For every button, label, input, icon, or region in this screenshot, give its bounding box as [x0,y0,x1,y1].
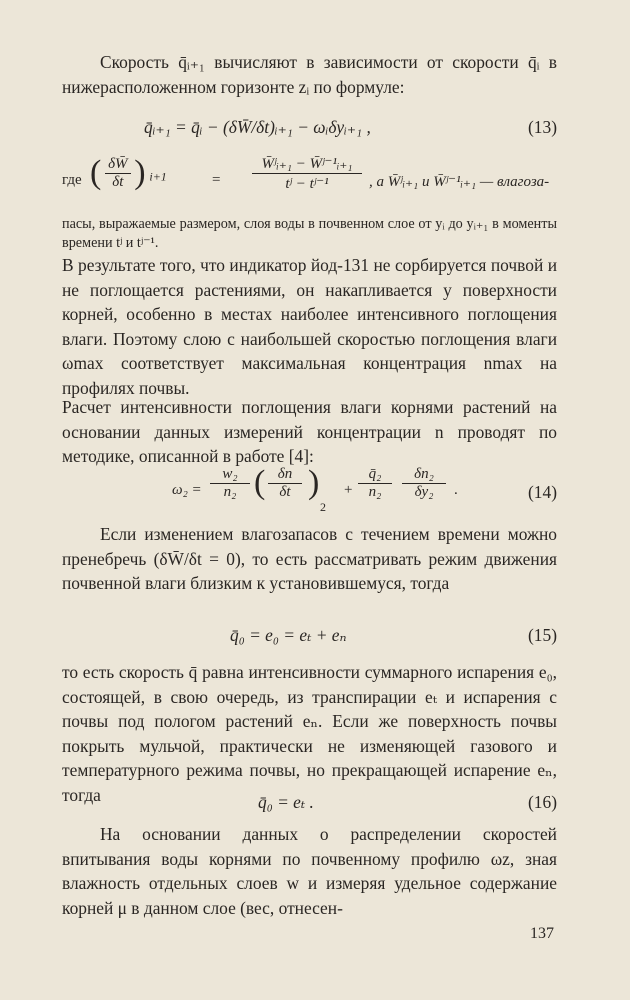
paragraph-method: Расчет интенсивности поглощения влаги корнями растений на основании данных измерений концентрации n проводят по методике, описанной в работе [4]: [62,397,557,466]
eq14-fraction-4 [402,466,446,501]
eq14-f4-den: δy₂ [414,484,434,500]
where-word: где [62,172,82,188]
where-left-denominator: δt [112,173,124,190]
paragraph-steady-state: Если изменением влагозапасов с течением времени можно пренебречь (δW̄/δt = 0), то есть рассматривать режим движения почвенной влаги близким к установившемуся, тогда [62,524,557,593]
equation-16-body: q̄₀ = eₜ . [258,792,314,812]
eq14-f4-num: δn₂ [402,466,446,484]
where-right-numerator: W̄ʲᵢ₊₁ − W̄ʲ⁻¹ᵢ₊₁ [252,154,362,174]
equation-13-body: q̄ᵢ₊₁ = q̄ᵢ − (δW̄/δt)ᵢ₊₁ − ωᵢδyᵢ₊₁ , [144,117,371,137]
equation-16 [62,792,557,822]
where-left-subscript: i+1 [149,169,167,184]
eq14-f2-num: δn [268,466,302,484]
equation-14-number: (14) [528,482,557,502]
eq14-f1-num: w₂ [210,466,250,484]
left-paren: ( [90,154,102,191]
paragraph-indicator: В результате того, что индикатор йод-131 не сорбируется почвой и не поглощается растениями, он накапливается у поверхности корней, особенно в местах наиболее интенсивного поглощения влаги. Поэтому слою с наибольшей скоростью поглощения влаги ωmax соответствует максимальная концентрация nmax на профилях почвы. [62,255,557,398]
eq14-f1-den: n₂ [223,484,237,500]
paragraph-intro: Скорость q̄ᵢ₊₁ вычисляют в зависимости от скорости q̄ᵢ в нижерасположенном горизонте zᵢ по формуле: [62,52,557,97]
where-left-fraction [105,156,130,191]
equation-14 [62,460,557,522]
eq14-left-paren: ( [254,464,266,501]
equation-15 [62,625,557,655]
equation-15-body: q̄₀ = e₀ = eₜ + eₙ [230,625,347,645]
equation-13 [62,117,557,147]
paragraph-roots: На основании данных о распределении скоростей впитывания воды корнями по почвенному профилю ωz, зная влажность отдельных слоев w и измеряя удельное содержание корней μ в данном слое (вес, отнесен- [62,824,557,918]
eq14-f2-den: δt [279,484,291,500]
eq14-f3-num: q̄₂ [358,466,392,484]
equation-15-number: (15) [528,625,557,645]
eq14-fraction-1 [210,466,250,501]
eq14-f3-den: n₂ [368,484,382,500]
page-number: 137 [530,925,554,942]
paragraph-small: пасы, выражаемые размером, слоя воды в почвенном слое от yᵢ до yᵢ₊₁ в моменты времени tʲ и tʲ⁻¹. [62,216,557,251]
where-left-numerator: δW̄ [105,156,130,174]
right-paren: ) [134,154,146,191]
where-right-denominator: tʲ − tʲ⁻¹ [285,176,329,192]
paragraph-evaporation: то есть скорость q̄ равна интенсивности суммарного испарения e₀, состоящей, в свою очередь, из транспирации eₜ и испарения с почвы под пологом растений eₙ. Если же поверхность почвы покрыть мульчой, практически не изменяющей газового и температурного режима почвы, но прекращающей испарение eₙ, тогда [62,662,557,805]
where-tail: , а W̄ʲᵢ₊₁ и W̄ʲ⁻¹ᵢ₊₁ — влагоза- [369,174,550,190]
eq14-plus: + [344,482,353,498]
eq14-dot: . [454,482,458,498]
where-left-group [90,154,167,192]
equation-16-number: (16) [528,792,557,812]
where-right-fraction [252,154,362,193]
equals-sign: = [212,172,221,188]
where-clause [62,150,557,212]
equation-14-lhs: ω₂ = [172,482,202,498]
eq14-fraction-2 [268,466,302,501]
eq14-subscript: 2 [320,500,326,514]
eq14-right-paren: ) [308,464,320,501]
equation-13-number: (13) [528,117,557,137]
eq14-fraction-3 [358,466,392,501]
